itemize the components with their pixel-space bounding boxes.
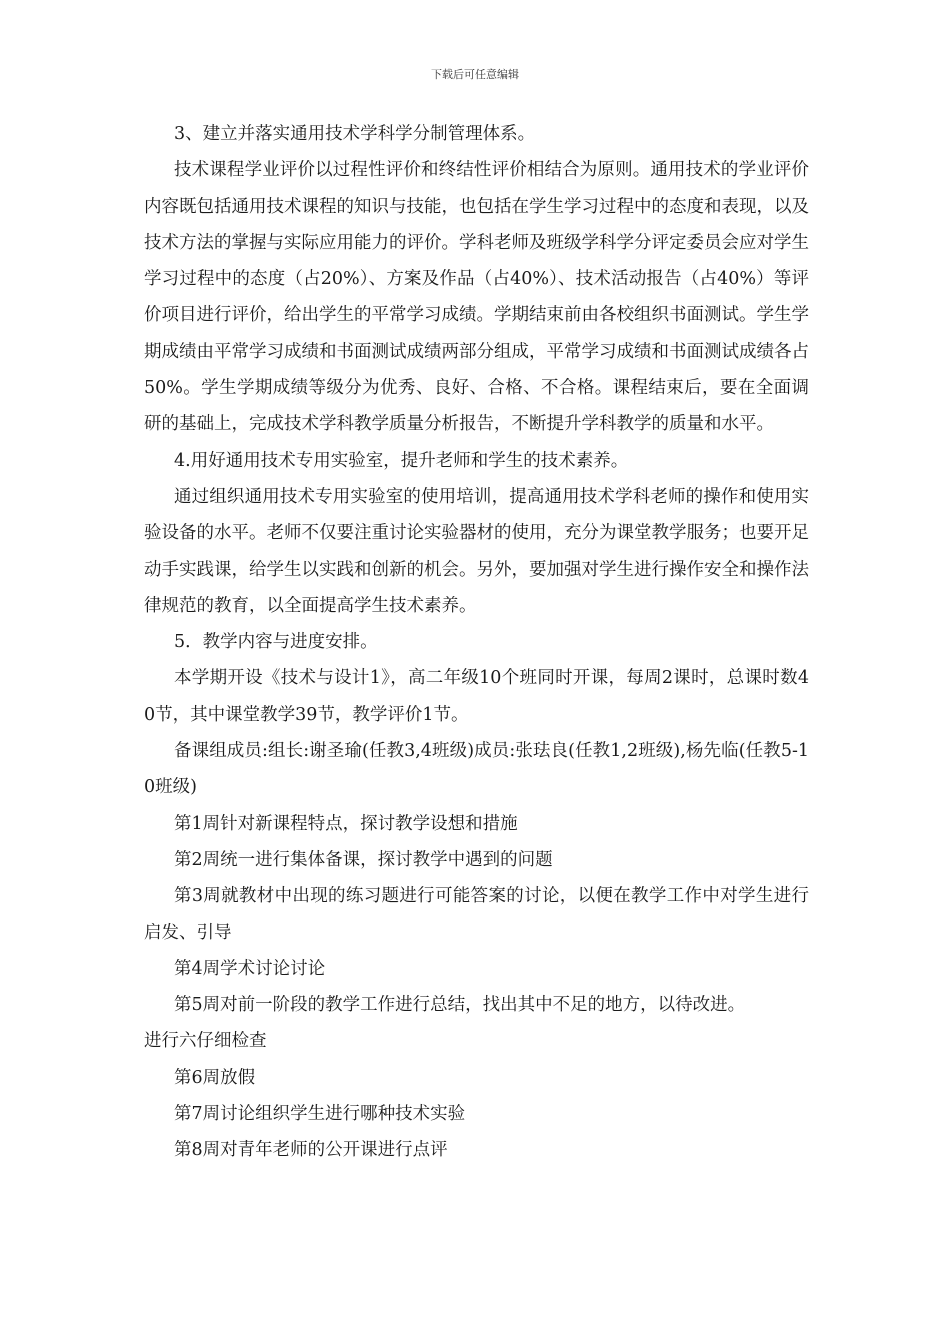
section-heading-4: 4.用好通用技术专用实验室，提升老师和学生的技术素养。 <box>174 450 629 471</box>
schedule-week-3: 第3周就教材中出现的练习题进行可能答案的讨论，以便在教学工作中对学生进行启发、引导 <box>144 886 809 943</box>
schedule-week-5-continued: 进行六仔细检查 <box>144 1031 267 1052</box>
section-heading-3: 3、建立并落实通用技术学科学分制管理体系。 <box>174 124 536 144</box>
section-heading-5: 5．教学内容与进度安排。 <box>174 632 378 653</box>
schedule-week-5: 第5周对前一阶段的教学工作进行总结，找出其中不足的地方，以待改进。 <box>174 995 746 1016</box>
schedule-week-2: 第2周统一进行集体备课，探讨教学中遇到的问题 <box>174 849 553 870</box>
schedule-week-1: 第1周针对新课程特点，探讨教学设想和措施 <box>174 813 518 834</box>
paragraph-course-plan: 本学期开设《技术与设计1》，高二年级10个班同时开课，每周2课时，总课时数40节，其中课堂教学39节，教学评价1节。 <box>144 668 809 725</box>
document-body <box>144 116 809 1169</box>
schedule-week-4: 第4周学术讨论讨论 <box>174 958 326 979</box>
schedule-week-7: 第7周讨论组织学生进行哪种技术实验 <box>174 1104 466 1125</box>
page-header-note: 下载后可任意编辑 <box>431 68 519 81</box>
schedule-week-6: 第6周放假 <box>174 1067 256 1088</box>
schedule-week-8: 第8周对青年老师的公开课进行点评 <box>174 1140 448 1161</box>
paragraph-evaluation: 技术课程学业评价以过程性评价和终结性评价相结合为原则。通用技术的学业评价内容既包括通用技术课程的知识与技能，也包括在学生学习过程中的态度和表现，以及技术方法的掌握与实际应用能力的评价。学科老师及班级学科学分评定委员会应对学生学习过程中的态度（占20%）、方案及作品（占40%）、技术活动报告（占40%）等评价项目进行评价，给出学生的平常学习成绩。学期结束前由各校组织书面测试。学生学期成绩由平常学习成绩和书面测试成绩两部分组成，平常学习成绩和书面测试成绩各占50%。学生学期成绩等级分为优秀、良好、合格、不合格。课程结束后，要在全面调研的基础上，完成技术学科教学质量分析报告，不断提升学科教学的质量和水平。 <box>144 160 809 435</box>
paragraph-laboratory: 通过组织通用技术专用实验室的使用培训，提高通用技术学科老师的操作和使用实验设备的水平。老师不仅要注重讨论实验器材的使用，充分为课堂教学服务；也要开足动手实践课，给学生以实践和创新的机会。另外，要加强对学生进行操作安全和操作法律规范的教育，以全面提高学生技术素养。 <box>144 486 809 616</box>
paragraph-team-members: 备课组成员:组长:谢圣瑜(任教3,4班级)成员:张珐良(任教1,2班级),杨先临(任教5-10班级) <box>144 741 809 798</box>
